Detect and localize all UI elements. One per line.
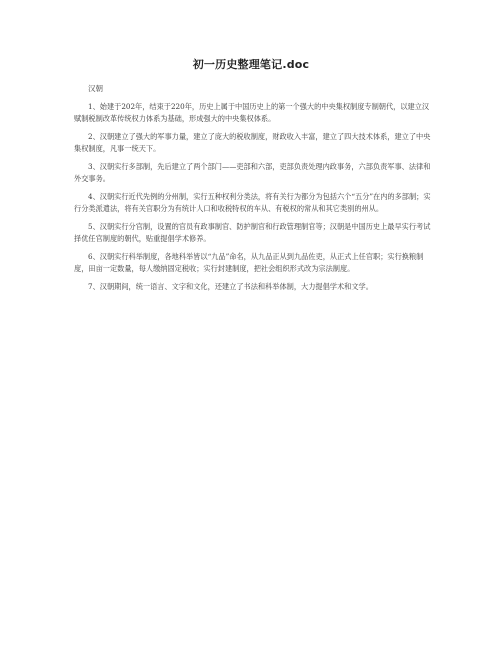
paragraph-5: 5、汉朝实行分官制，设置的官员有政事制官、防护制官和行政管理制官等；汉朝是中国历史上最早实行考试择优任官制度的朝代，贴重提倡学术修养。 [74, 222, 431, 243]
paragraph-6: 6、汉朝实行科举制度，各地科举皆以“九品”命名，从九品正从到九品佐吏，从正式上任官职；实行换粮制度，田亩一定数量，每人缴纳固定税收；实行封建制度，把社会组织形式改为宗法制度。 [74, 252, 424, 273]
document-title: 初一历史整理笔记.doc [192, 58, 310, 71]
paragraph-3: 3、汉朝实行多部制，先后建立了两个部门——吏部和六部，吏部负责处理内政事务，六部负责军事、法律和外交事务。 [74, 162, 431, 183]
document-body [74, 101, 432, 300]
paragraph-7: 7、汉朝期间，统一语言、文字和文化，还建立了书法和科举体制，大力提倡学术和文学。 [88, 282, 373, 291]
section-heading: 汉朝 [88, 84, 103, 93]
paragraph-2: 2、汉朝建立了强大的军事力量，建立了庞大的税收制度，财政收入丰富，建立了四大技术体系，建立了中央集权制度，凡事一统天下。 [74, 132, 431, 153]
paragraph-4: 4、汉朝实行近代先例的分州制，实行五种权利分类法，将有关行为都分为包括六个“五分”在内的多部制；实行分类派遣法，将有关官职分为有统计人口和收税特权的车从、有税权的常从和其它类别的州从。 [74, 192, 431, 213]
paragraph-1: 1、始建于202年，结束于220年，历史上属于中国历史上的第一个强大的中央集权制度专制朝代，以建立汉赋制税制改革传统权力体系为基础，形成强大的中央集权体系。 [74, 102, 430, 123]
